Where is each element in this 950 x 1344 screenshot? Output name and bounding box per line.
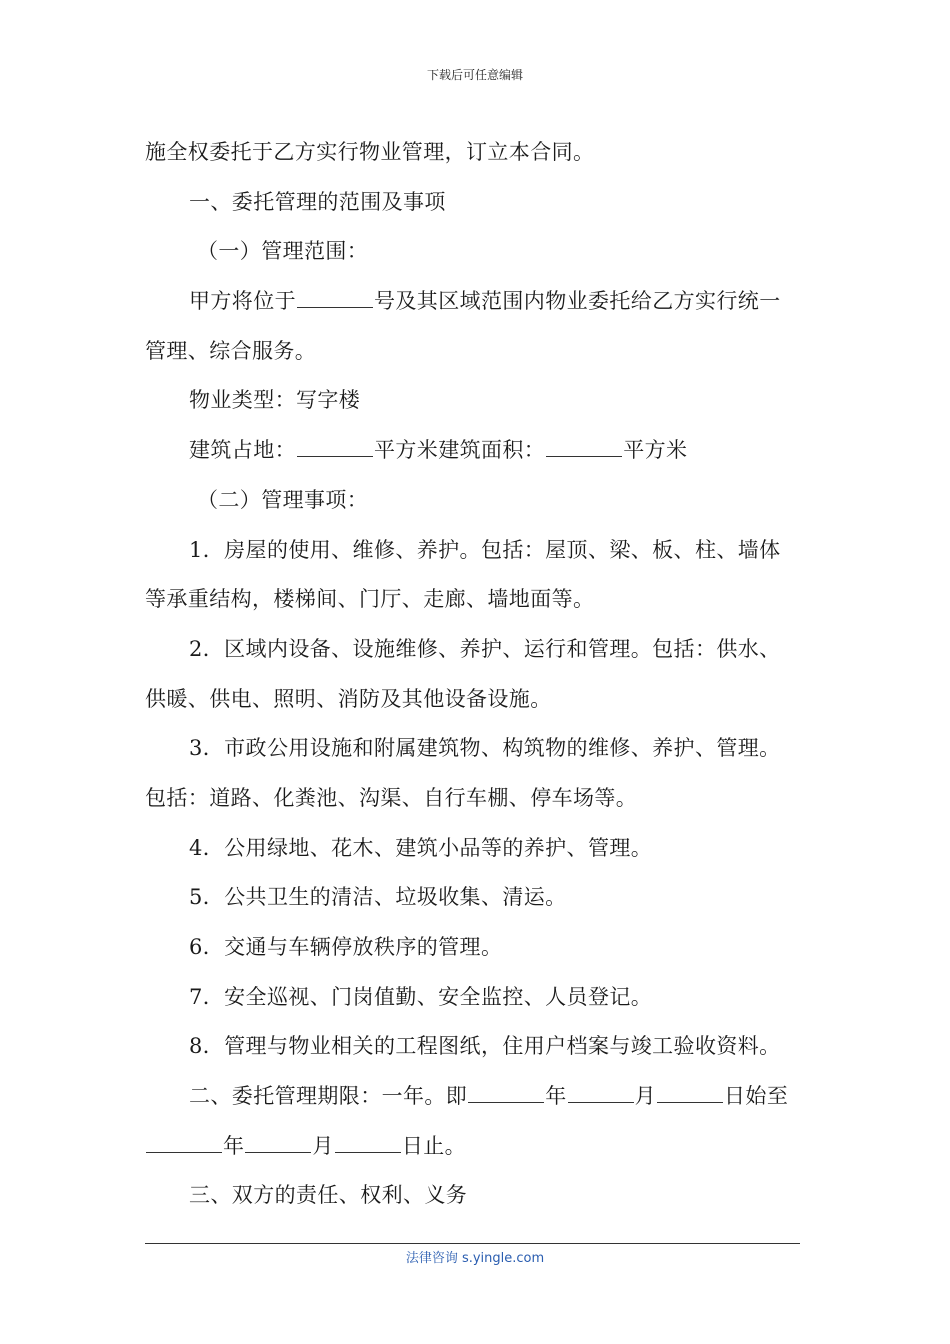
text-segment: 月 [634, 1084, 657, 1109]
text-segment: 甲方将位于 [189, 289, 296, 314]
list-item-continuation: 等承重结构，楼梯间、门厅、走廊、墙地面等。 [145, 587, 595, 612]
text-segment: 日止。 [401, 1133, 467, 1158]
fill-in-blank[interactable] [335, 1134, 401, 1153]
text-segment: 月 [312, 1133, 334, 1158]
fill-in-blank[interactable] [468, 1084, 544, 1103]
footer-divider [145, 1243, 800, 1244]
fill-in-blank[interactable] [245, 1134, 311, 1153]
term-line-continuation [145, 1122, 807, 1172]
text-segment: 平方米建筑面积： [374, 438, 546, 463]
paragraph-line: 施全权委托于乙方实行物业管理，订立本合同。 [145, 140, 595, 164]
text-segment: 建筑占地： [189, 438, 296, 463]
term-line [145, 1072, 807, 1122]
list-item: 5．公共卫生的清洁、垃圾收集、清运。 [189, 885, 567, 910]
list-item: 1．房屋的使用、维修、养护。包括：屋顶、梁、板、柱、墙体 [189, 537, 781, 562]
list-item-continuation: 包括：道路、化粪池、沟渠、自行车棚、停车场等。 [145, 785, 638, 810]
fill-in-blank[interactable] [146, 1134, 222, 1153]
fill-in-blank[interactable] [657, 1084, 723, 1103]
subsection-heading-matters: （二）管理事项： [197, 487, 369, 512]
contract-body [145, 128, 807, 1221]
section-heading-3: 三、双方的责任、权利、义务 [189, 1183, 468, 1208]
fill-in-blank[interactable] [568, 1084, 634, 1103]
text-segment: 二、委托管理期限：一年。即 [189, 1084, 468, 1109]
section-heading-1: 一、委托管理的范围及事项 [189, 189, 446, 214]
fill-in-blank[interactable] [297, 289, 373, 308]
text-segment: 平方米 [623, 438, 688, 463]
text-segment: 日始至 [724, 1084, 789, 1109]
list-item: 7．安全巡视、门岗值勤、安全监控、人员登记。 [189, 984, 653, 1009]
building-area-line [145, 426, 807, 476]
footer-link[interactable]: 法律咨询 s.yingle.com [405, 1251, 545, 1266]
list-item: 6．交通与车辆停放秩序的管理。 [189, 935, 503, 959]
property-type-line: 物业类型：写字楼 [189, 388, 361, 413]
text-segment: 年 [223, 1133, 245, 1158]
list-item-continuation: 供暖、供电、照明、消防及其他设备设施。 [145, 686, 552, 711]
text-segment: 号及其区域范围内物业委托给乙方实行统一 [374, 289, 781, 314]
fill-in-blank[interactable] [546, 438, 622, 457]
text-segment: 年 [545, 1084, 567, 1109]
subsection-heading-scope: （一）管理范围： [197, 239, 369, 264]
list-item: 8．管理与物业相关的工程图纸，住用户档案与竣工验收资料。 [189, 1034, 781, 1059]
list-item: 3．市政公用设施和附属建筑物、构筑物的维修、养护、管理。 [189, 736, 781, 761]
page-header-note: 下载后可任意编辑 [426, 68, 523, 82]
list-item: 4．公用绿地、花木、建筑小品等的养护、管理。 [189, 835, 653, 860]
paragraph-line [145, 277, 807, 327]
fill-in-blank[interactable] [297, 438, 373, 457]
paragraph-line: 管理、综合服务。 [145, 338, 317, 363]
list-item: 2．区域内设备、设施维修、养护、运行和管理。包括：供水、 [189, 636, 781, 661]
